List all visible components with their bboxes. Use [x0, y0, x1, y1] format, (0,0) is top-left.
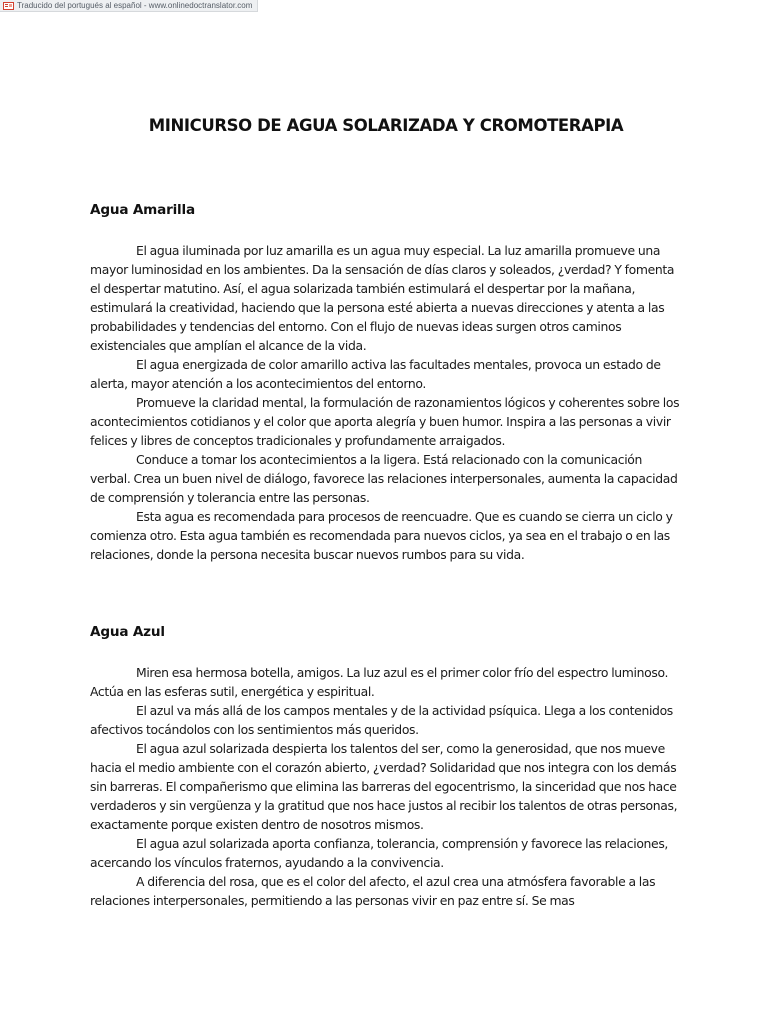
paragraph: Conduce a tomar los acontecimientos a la ligera. Está relacionado con la comunicación verbal. Crea un buen nivel de diálogo, favorece las relaciones interpersonales, aumenta la capacidad de comprensión y tolerancia entre las personas.: [90, 452, 678, 505]
section-body-agua-amarilla: [90, 241, 682, 564]
document-title: MINICURSO DE AGUA SOLARIZADA Y CROMOTERAPIA: [148, 116, 624, 135]
paragraph: El agua azul solarizada aporta confianza, tolerancia, comprensión y favorece las relaciones, acercando los vínculos fraternos, ayudando a la convivencia.: [90, 836, 669, 870]
paragraph: El agua azul solarizada despierta los talentos del ser, como la generosidad, que nos mueve hacia el medio ambiente con el corazón abierto, ¿verdad? Solidaridad que nos integra con los demás sin barreras. El compañerismo que elimina las barreras del egocentrismo, la sinceridad que nos hace verdaderos y sin vergüenza y la gratitud que nos hace justos al recibir los talentos de otras personas, exactamente porque existen dentro de nosotros mismos.: [90, 741, 678, 832]
paragraph: Esta agua es recomendada para procesos de reencuadre. Que es cuando se cierra un ciclo y comienza otro. Esta agua también es recomendada para nuevos ciclos, ya sea en el trabajo o en las relaciones, donde la persona necesita buscar nuevos rumbos para su vida.: [90, 509, 673, 562]
paragraph: A diferencia del rosa, que es el color del afecto, el azul crea una atmósfera favorable a las relaciones interpersonales, permitiendo a las personas vivir en paz entre sí. Se mas: [90, 874, 656, 908]
document-translator-logo-icon: [3, 2, 14, 10]
paragraph: El agua iluminada por luz amarilla es un agua muy especial. La luz amarilla promueve una mayor luminosidad en los ambientes. Da la sensación de días claros y soleados, ¿verdad? Y fomenta el despertar matutino. Así, el agua solarizada también estimulará el despertar por la mañana, estimulará la creatividad, haciendo que la persona esté abierta a nuevas direcciones y atenta a las probabilidades y tendencias del entorno. Con el flujo de nuevas ideas surgen otros caminos existenciales que amplían el alcance de la vida.: [90, 243, 675, 353]
section-body-agua-azul: [90, 663, 682, 910]
paragraph: El agua energizada de color amarillo activa las facultades mentales, provoca un estado de alerta, mayor atención a los acontecimientos del entorno.: [90, 357, 661, 391]
translator-banner[interactable]: [0, 0, 258, 12]
paragraph: Miren esa hermosa botella, amigos. La luz azul es el primer color frío del espectro luminoso. Actúa en las esferas sutil, energética y espiritual.: [90, 665, 669, 699]
section-heading-agua-amarilla: Agua Amarilla: [90, 202, 195, 218]
section-heading-agua-azul: Agua Azul: [90, 624, 165, 640]
paragraph: Promueve la claridad mental, la formulación de razonamientos lógicos y coherentes sobre los acontecimientos cotidianos y el color que aporta alegría y buen humor. Inspira a las personas a vivir felices y libres de conceptos tradicionales y profundamente arraigados.: [90, 395, 680, 448]
translator-banner-text: Traducido del portugués al español - www.onlinedoctranslator.com: [17, 1, 253, 10]
paragraph: El azul va más allá de los campos mentales y de la actividad psíquica. Llega a los contenidos afectivos tocándolos con los sentimientos más queridos.: [90, 703, 673, 737]
